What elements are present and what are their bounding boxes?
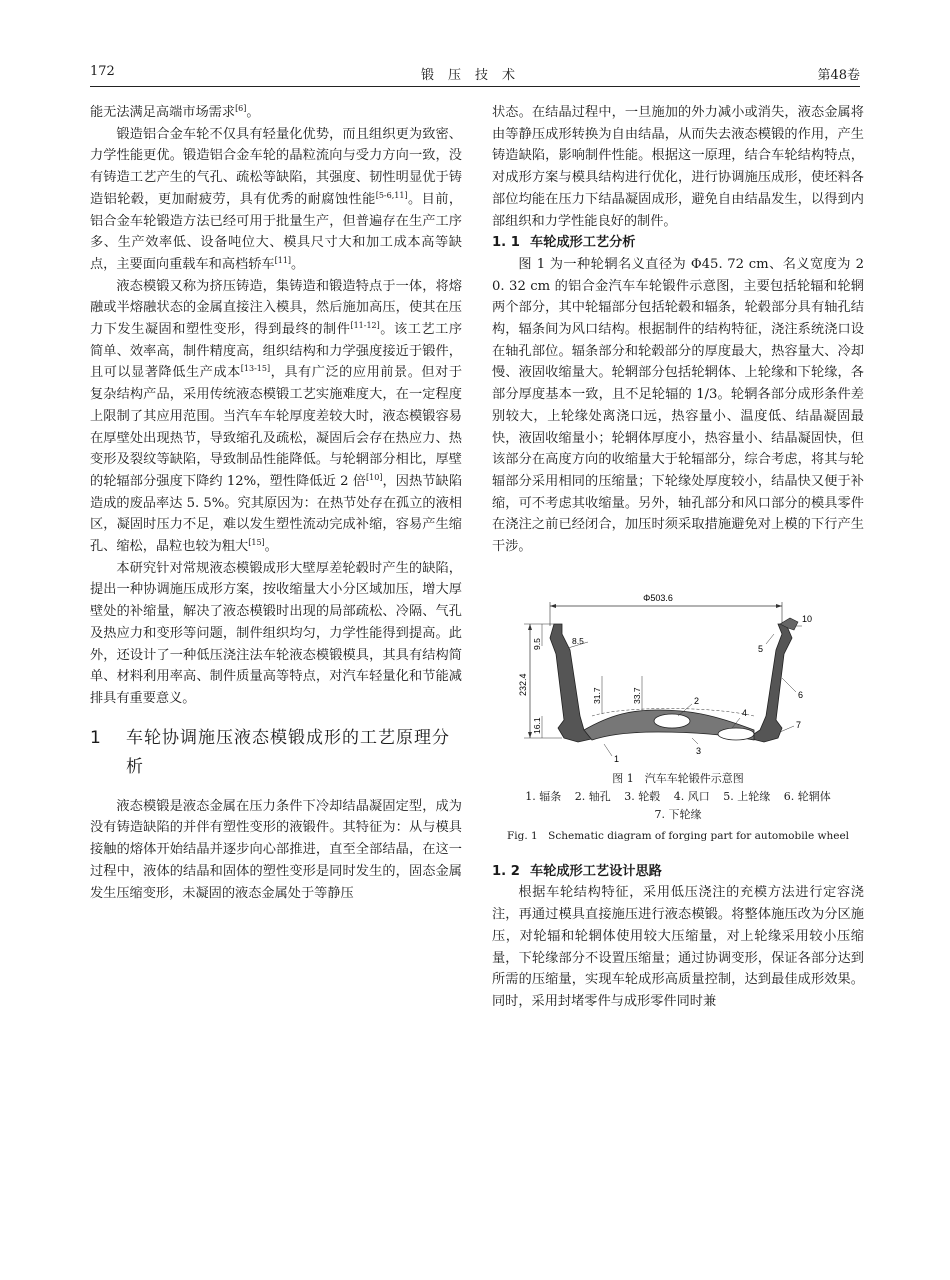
figure-1 xyxy=(492,588,864,768)
dim-31-7: 31.7 xyxy=(592,687,602,704)
citation: [11-12] xyxy=(350,321,380,331)
dim-9-5: 9.5 xyxy=(532,637,542,650)
callout-1: 1 xyxy=(614,753,620,764)
callout-6: 6 xyxy=(798,689,804,700)
section-heading-1-1: 1. 1 车轮成形工艺分析 xyxy=(492,235,636,251)
header-rule xyxy=(90,86,860,87)
citation: [6] xyxy=(235,104,247,113)
figure-caption-en: Fig. 1 Schematic diagram of forging part for automobile wheel xyxy=(506,829,850,842)
left-column xyxy=(90,102,462,904)
callout-2: 2 xyxy=(694,695,700,706)
paragraph: 本研究针对常规液态模锻成形大壁厚差轮毂时产生的缺陷，提出一种协调施压成形方案，按收缩量大小分区域加压，增大厚壁处的补缩量，解决了液态模锻时出现的局部疏松、冷隔、气孔及热应力和变形等问题，制件组织均匀，力学性能得到提高。此外，还设计了一种低压浇注法车轮液态模锻模具，其具有结构简单、材料利用率高、制件质量高等特点，对汽车轻量化和节能减排具有重要意义。 xyxy=(90,560,462,706)
volume-label: 第48卷 xyxy=(817,68,860,83)
right-column xyxy=(492,102,864,1013)
paragraph: 液态模锻又称为挤压铸造，集铸造和锻造特点于一体，将熔融或半熔融状态的金属直接注入模具，然后施加高压，使其在压力下发生凝固和塑性变形，得到最终的制件[11-12]。该工艺工序简单、效率高，制件精度高，组织结构和力学强度接近于锻件，且可以显著降低生产成本[13-15]，具有广泛的应用前景。但对于复杂结构产品，采用传统液态模锻工艺实施难度大，在一定程度上限制了其应用范围。当汽车车轮厚度差较大时，液态模锻容易在厚壁处出现热节，导致缩孔及疏松，凝固后会存在热应力、热变形及裂纹等缺陷，导致制品性能降低。与轮辋部分相比，厚壁的轮辐部分强度下降约 12%，塑性降低近 2 倍[10]，因热节缺陷造成的废品率达 5. 5%。究其原因为：在热节处存在孤立的液相区，凝固时压力不足，难以发生塑性流动完成补缩，容易产生缩孔、缩松，晶粒也较为粗大[15]。 xyxy=(90,278,463,555)
journal-title: 锻压技术 xyxy=(420,68,529,83)
wheel-cross-section-drawing xyxy=(492,588,864,768)
citation: [15] xyxy=(248,538,265,548)
section-heading-1-2: 1. 2 车轮成形工艺设计思路 xyxy=(492,863,662,879)
citation: [11] xyxy=(274,255,292,265)
callout-4: 4 xyxy=(742,707,748,718)
dim-232-4: 232.4 xyxy=(518,673,528,696)
dim-16-1: 16.1 xyxy=(532,717,542,734)
axle-hole xyxy=(654,714,690,728)
callout-5: 5 xyxy=(758,643,764,654)
dim-10: 10 xyxy=(802,613,813,624)
callout-7: 7 xyxy=(796,719,802,730)
figure-caption-cn: 图 1 汽车车轮锻件示意图 xyxy=(612,771,744,785)
paragraph: 图 1 为一种轮辋名义直径为 Φ45. 72 cm、名义宽度为 20. 32 cm 的铝合金汽车车轮锻件示意图，主要包括轮辐和轮辋两个部分，其中轮辐部分包括轮毂和辐条，轮毂部分具有轴孔结构，辐条间为风口结构。根据制件的结构特征，浇注系统浇口设在轴孔部位。辐条部分和轮毂部分的厚度最大，热容量大、冷却慢、液固收缩量大。轮辋部分包括轮辋体、上轮缘和下轮缘，各部分厚度基本一致，且不足轮辐的 1/3。轮辋各部分成形条件差别较大，上轮缘处离浇口远，热容量小、温度低、结晶凝固最快，液固收缩量小；轮辋体厚度小，热容量小、结晶凝固快，但该部分在高度方向的收缩量大于轮辐部分，综合考虑，将其与轮辐部分采用相同的压缩量；下轮缘处厚度较小，结晶快又便于补缩，可不考虑其收缩量。另外，轴孔部分和风口部分的模具零件在浇注之前已经闭合，加压时须采取措施避免对上模的下行产生干涉。 xyxy=(492,256,864,555)
vent-opening xyxy=(718,728,754,740)
running-header xyxy=(90,64,860,86)
citation: [10] xyxy=(366,472,383,482)
paragraph: 能无法满足高端市场需求[6]。 xyxy=(90,104,260,120)
dim-33-7: 33.7 xyxy=(632,687,642,704)
section-heading-1 xyxy=(90,724,462,782)
paragraph: 根据车轮结构特征，采用低压浇注的充模方法进行定容浇注，再通过模具直接施压进行液态模锻。将整体施压改为分区施压，对轮辐和轮辋体使用较大压缩量，对上轮缘采用较小压缩量，下轮缘部分不设置压缩量；通过协调变形，保证各部分达到所需的压缩量，实现车轮成形高质量控制，达到最佳成形效果。同时，采用封堵零件与成形零件同时兼 xyxy=(492,885,864,1009)
section-number: 1 xyxy=(90,727,102,748)
section-title: 车轮协调施压液态模锻成形的工艺原理分析 xyxy=(126,727,450,777)
dim-diameter: Φ503.6 xyxy=(643,592,673,603)
page-number: 172 xyxy=(90,64,115,79)
paragraph: 液态模锻是液态金属在压力条件下冷却结晶凝固定型，成为没有铸造缺陷的并伴有塑性变形的液锻件。其特征为：从与模具接触的熔体开始结晶并逐步向心部推进，直至全部结晶，在这一过程中，液体的结晶和固体的塑性变形是同时发生的，固态金属发生压缩变形，未凝固的液态金属处于等静压 xyxy=(90,798,462,901)
paragraph: 锻造铝合金车轮不仅具有轻量化优势，而且组织更为致密、力学性能更优。锻造铝合金车轮的晶粒流向与受力方向一致，没有铸造工艺产生的气孔、疏松等缺陷，其强度、韧性明显优于铸造铝轮毂，更加耐疲劳，具有优秀的耐腐蚀性能[5-6,11]。目前，铝合金车轮锻造方法已经可用于批量生产，但普遍存在生产工序多、生产效率低、设备吨位大、模具尺寸大和加工成本高等缺点，主要面向重载车和高档轿车[11]。 xyxy=(90,126,463,272)
callout-3: 3 xyxy=(696,745,702,756)
citation: [13-15] xyxy=(240,364,271,374)
dim-8-5: 8.5 xyxy=(572,635,584,646)
paragraph: 状态。在结晶过程中，一旦施加的外力减小或消失，液态金属将由等静压成形转换为自由结晶，从而失去液态模锻的作用，产生铸造缺陷，影响制件性能。根据这一原理，结合车轮结构特点，对成形方案与模具结构进行优化，进行协调施压成形，使坯料各部位均能在压力下结晶凝固成形，避免自由结晶发生，以得到内部组织和力学性能良好的制件。 xyxy=(492,105,864,229)
citation: [5-6,11] xyxy=(375,190,408,200)
figure-legend: 1. 辐条 2. 轴孔 3. 轮毂 4. 风口 5. 上轮缘 6. 轮辋体 7. 下轮缘 xyxy=(525,789,831,821)
right-rim-section xyxy=(748,624,792,742)
